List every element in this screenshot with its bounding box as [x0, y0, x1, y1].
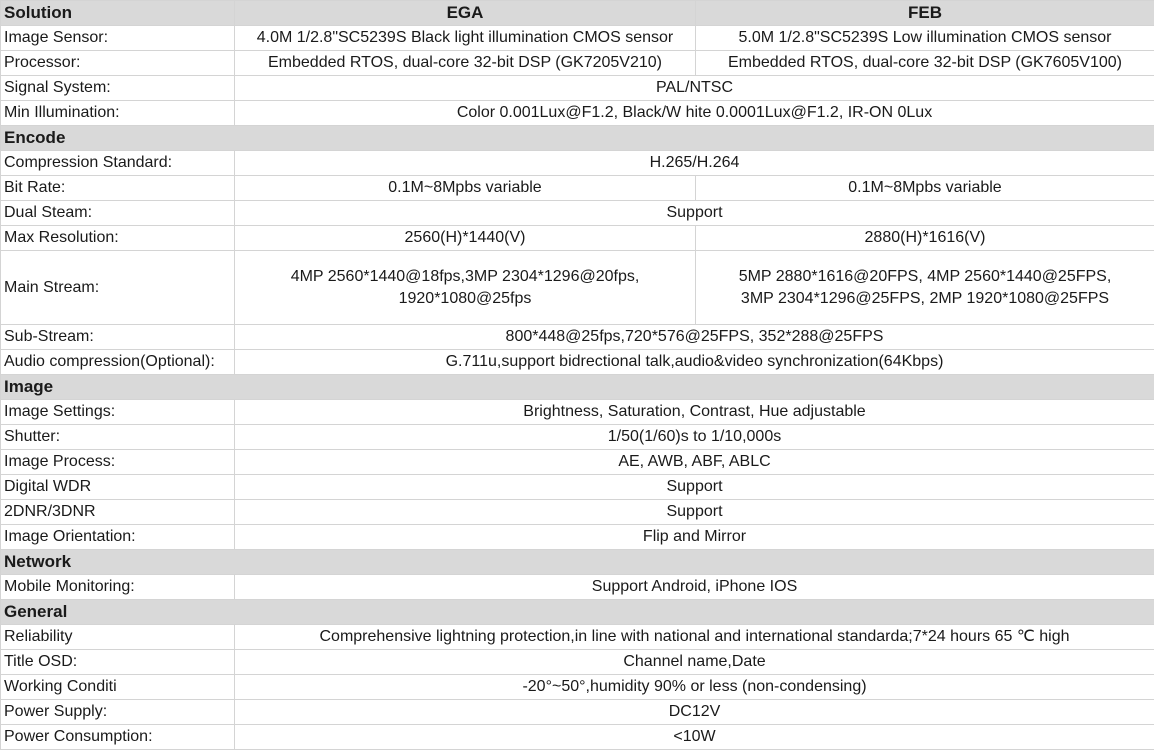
table-row	[1, 500, 1154, 525]
ega-value: Embedded RTOS, dual-core 32-bit DSP (GK7205V210)	[235, 51, 696, 76]
table-row	[1, 650, 1154, 675]
row-label: Compression Standard:	[1, 151, 235, 176]
feb-value: 5.0M 1/2.8"SC5239S Low illumination CMOS sensor	[696, 26, 1154, 51]
table-row	[1, 575, 1154, 600]
section-title: Network	[1, 550, 1154, 575]
section-title: Image	[1, 375, 1154, 400]
table-row	[1, 325, 1154, 350]
feb-value-line: 3MP 2304*1296@25FPS, 2MP 1920*1080@25FPS	[740, 289, 1110, 307]
table-row	[1, 26, 1154, 51]
section-header-encode	[1, 126, 1154, 151]
table-row	[1, 350, 1154, 375]
ega-value	[235, 251, 696, 325]
feb-value: 2880(H)*1616(V)	[696, 226, 1154, 251]
shared-value: Brightness, Saturation, Contrast, Hue adjustable	[235, 400, 1154, 425]
section-header-image	[1, 375, 1154, 400]
row-label: Max Resolution:	[1, 226, 235, 251]
row-label: Reliability	[1, 625, 235, 650]
shared-value: 800*448@25fps,720*576@25FPS, 352*288@25FPS	[235, 325, 1154, 350]
table-row	[1, 475, 1154, 500]
row-label: 2DNR/3DNR	[1, 500, 235, 525]
section-header-network	[1, 550, 1154, 575]
section-header-general	[1, 600, 1154, 625]
feb-value	[696, 251, 1154, 325]
ega-value-line: 4MP 2560*1440@18fps,3MP 2304*1296@20fps,	[290, 267, 640, 285]
row-label: Working Conditi	[1, 675, 235, 700]
shared-value: DC12V	[235, 700, 1154, 725]
shared-value: Support Android, iPhone IOS	[235, 575, 1154, 600]
section-title: General	[1, 600, 1154, 625]
table-row	[1, 201, 1154, 226]
row-label: Mobile Monitoring:	[1, 575, 235, 600]
feb-value: 0.1M~8Mpbs variable	[696, 176, 1154, 201]
row-label: Shutter:	[1, 425, 235, 450]
row-label: Image Settings:	[1, 400, 235, 425]
ega-column-header: EGA	[235, 1, 696, 26]
header-row	[1, 1, 1154, 26]
shared-value: Support	[235, 201, 1154, 226]
ega-value: 0.1M~8Mpbs variable	[235, 176, 696, 201]
row-label: Title OSD:	[1, 650, 235, 675]
row-label: Power Supply:	[1, 700, 235, 725]
table-row	[1, 525, 1154, 550]
ega-value-line: 1920*1080@25fps	[398, 289, 532, 307]
feb-column-header: FEB	[696, 1, 1154, 26]
ega-value: 2560(H)*1440(V)	[235, 226, 696, 251]
shared-value: -20°~50°,humidity 90% or less (non-condensing)	[235, 675, 1154, 700]
row-label: Image Sensor:	[1, 26, 235, 51]
table-row	[1, 76, 1154, 101]
table-row	[1, 725, 1154, 750]
table-row	[1, 176, 1154, 201]
feb-value: Embedded RTOS, dual-core 32-bit DSP (GK7605V100)	[696, 51, 1154, 76]
row-label: Processor:	[1, 51, 235, 76]
row-label: Dual Steam:	[1, 201, 235, 226]
row-label: Min Illumination:	[1, 101, 235, 126]
shared-value: Support	[235, 475, 1154, 500]
solution-header: Solution	[1, 1, 235, 26]
table-row	[1, 101, 1154, 126]
table-row	[1, 700, 1154, 725]
shared-value: Color 0.001Lux@F1.2, Black/W hite 0.0001Lux@F1.2, IR-ON 0Lux	[235, 101, 1154, 126]
row-label: Main Stream:	[1, 251, 235, 325]
shared-value: <10W	[235, 725, 1154, 750]
shared-value: 1/50(1/60)s to 1/10,000s	[235, 425, 1154, 450]
table-row	[1, 226, 1154, 251]
shared-value: Comprehensive lightning protection,in line with national and international standarda;7*24 hours 65 ℃ high	[235, 625, 1154, 650]
row-label: Power Consumption:	[1, 725, 235, 750]
row-label: Image Orientation:	[1, 525, 235, 550]
shared-value: Channel name,Date	[235, 650, 1154, 675]
feb-value-line: 5MP 2880*1616@20FPS, 4MP 2560*1440@25FPS,	[738, 267, 1112, 285]
shared-value: PAL/NTSC	[235, 76, 1154, 101]
table-row	[1, 450, 1154, 475]
table-row	[1, 251, 1154, 325]
table-row	[1, 425, 1154, 450]
shared-value: H.265/H.264	[235, 151, 1154, 176]
shared-value: AE, AWB, ABF, ABLC	[235, 450, 1154, 475]
row-label: Signal System:	[1, 76, 235, 101]
section-title: Encode	[1, 126, 1154, 151]
row-label: Image Process:	[1, 450, 235, 475]
table-row	[1, 400, 1154, 425]
row-label: Digital WDR	[1, 475, 235, 500]
row-label: Sub-Stream:	[1, 325, 235, 350]
table-row	[1, 675, 1154, 700]
table-row	[1, 151, 1154, 176]
shared-value: Support	[235, 500, 1154, 525]
table-row	[1, 625, 1154, 650]
ega-value: 4.0M 1/2.8"SC5239S Black light illumination CMOS sensor	[235, 26, 696, 51]
shared-value: Flip and Mirror	[235, 525, 1154, 550]
table-row	[1, 51, 1154, 76]
row-label: Audio compression(Optional):	[1, 350, 235, 375]
shared-value: G.711u,support bidrectional talk,audio&video synchronization(64Kbps)	[235, 350, 1154, 375]
row-label: Bit Rate:	[1, 176, 235, 201]
